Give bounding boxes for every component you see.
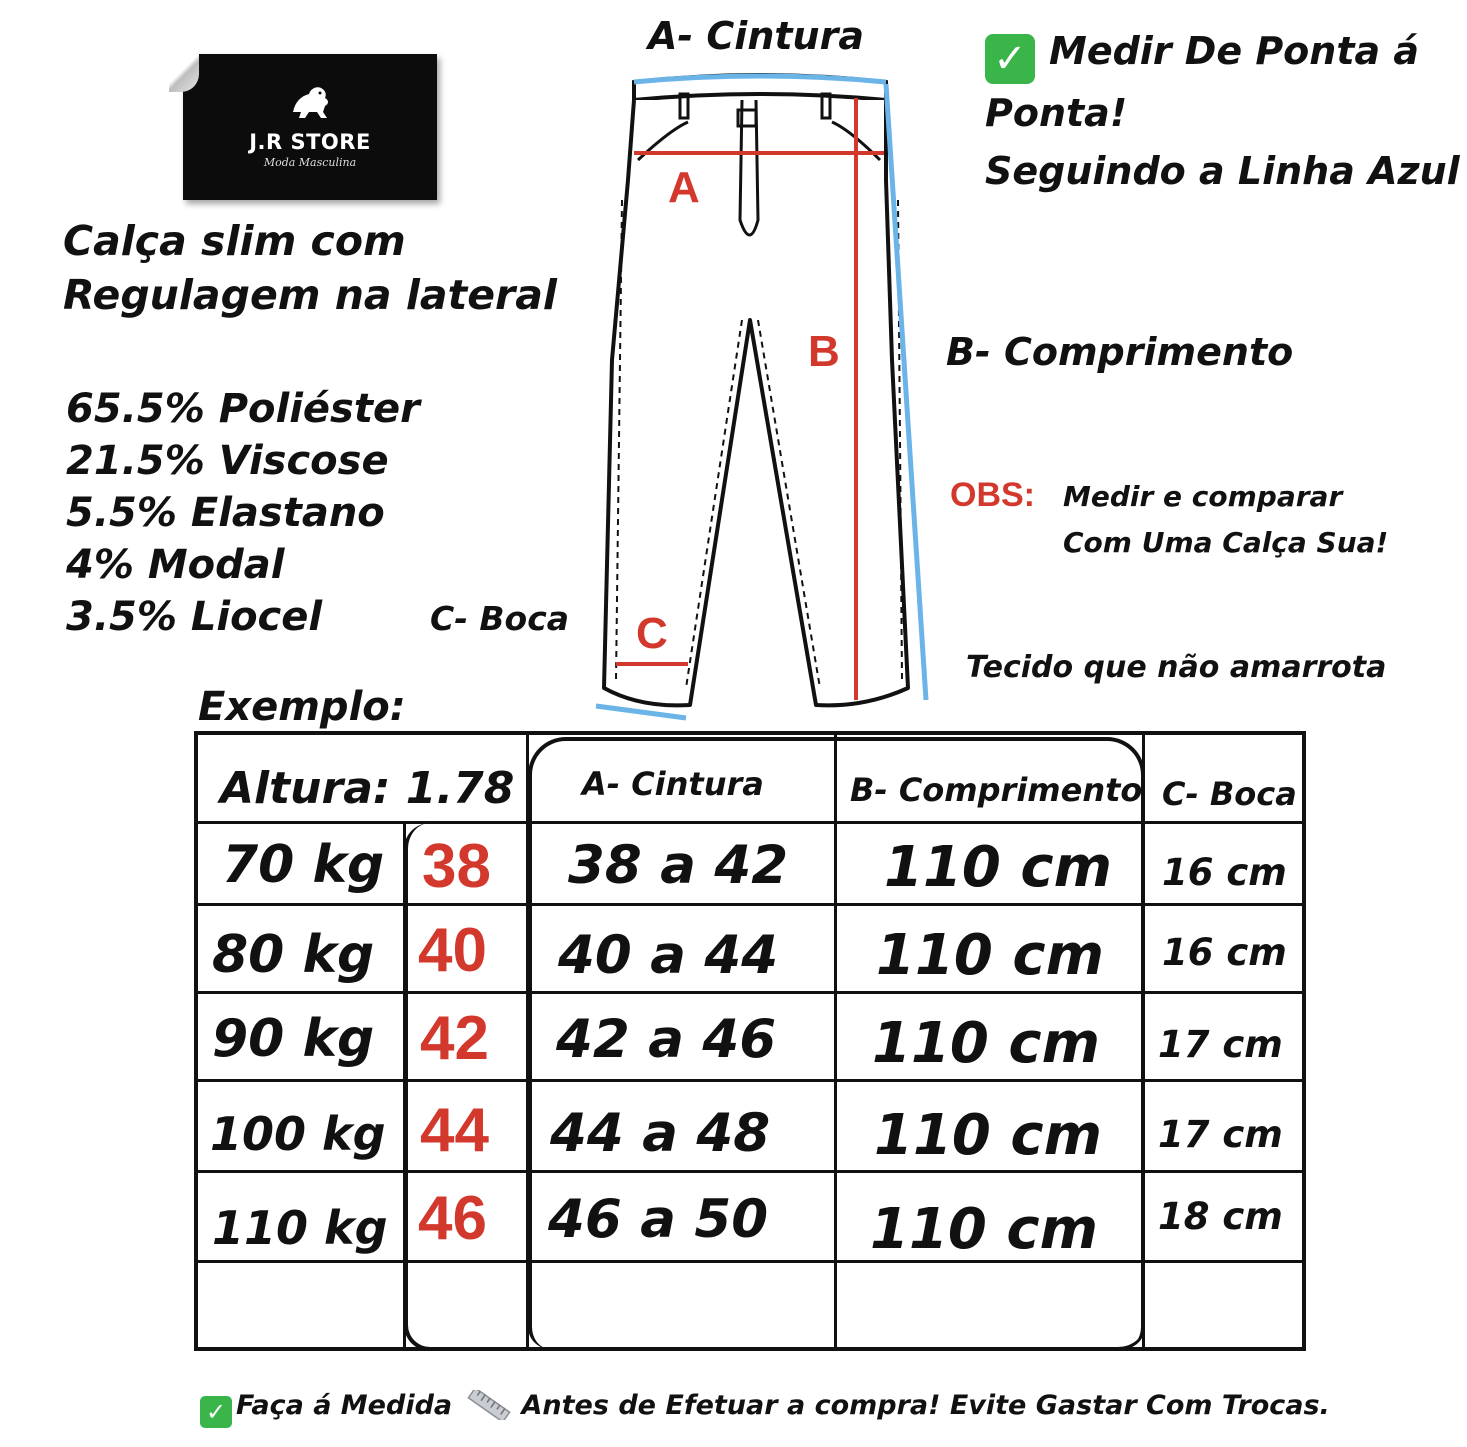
- diagram-letter-b: B: [808, 327, 840, 376]
- check-box-icon: ✓: [200, 1396, 232, 1428]
- table-cell-hem: 16 cm: [1162, 931, 1287, 974]
- brand-name: J.R STORE: [249, 130, 371, 154]
- tip-line-1: Medir De Ponta á: [1049, 29, 1420, 73]
- table-cell-weight: 90 kg: [212, 1009, 375, 1069]
- table-cell-size: 40: [418, 916, 487, 985]
- lion-icon: [287, 82, 333, 124]
- brand-logo: [183, 54, 437, 200]
- diagram-label-length: B- Comprimento: [946, 330, 1294, 374]
- table-cell-size: 44: [420, 1096, 489, 1165]
- table-cell-weight: 80 kg: [212, 925, 375, 985]
- product-title-line-2: Regulagem na lateral: [63, 271, 557, 319]
- note-label: OBS:: [950, 476, 1035, 514]
- composition-list: [66, 383, 420, 643]
- composition-item: 65.5% Poliéster: [66, 386, 420, 432]
- table-cell-waist: 40 a 44: [558, 925, 779, 986]
- table-cell-length: 110 cm: [876, 923, 1104, 988]
- footer-text-2: Antes de Efetuar a compra! Evite Gastar Com Trocas.: [521, 1390, 1330, 1421]
- composition-item: 21.5% Viscose: [66, 438, 389, 484]
- table-cell-hem: 17 cm: [1158, 1023, 1283, 1066]
- table-cell-waist: 42 a 46: [556, 1009, 777, 1070]
- diagram-letter-a: A: [668, 163, 700, 212]
- table-cell-size: 46: [418, 1184, 487, 1253]
- table-cell-length: 110 cm: [872, 1011, 1100, 1076]
- table-cell-size: 42: [420, 1004, 489, 1073]
- table-cell-weight: 100 kg: [210, 1107, 386, 1161]
- page-curl-decoration: [169, 52, 199, 92]
- composition-item: 4% Modal: [66, 542, 285, 588]
- measure-tip: [985, 22, 1460, 200]
- tip-line-3: Seguindo a Linha Azul: [985, 149, 1460, 193]
- table-cell-size: 38: [422, 832, 491, 901]
- product-title: [63, 214, 557, 322]
- table-cell-weight: 70 kg: [222, 835, 385, 895]
- ruler-icon: [466, 1390, 512, 1420]
- footer-text-1: Faça á Medida: [236, 1390, 453, 1421]
- table-cell-length: 110 cm: [874, 1103, 1102, 1168]
- note-line-2: Com Uma Calça Sua!: [1063, 526, 1389, 559]
- diagram-label-waist: A- Cintura: [648, 14, 864, 58]
- diagram-letter-c: C: [636, 609, 668, 658]
- example-label: Exemplo:: [198, 684, 406, 730]
- note-text: [1063, 474, 1388, 566]
- product-title-line-1: Calça slim com: [63, 217, 406, 265]
- height-label: Altura: 1.78: [220, 763, 515, 814]
- diagram-label-hem: C- Boca: [430, 599, 570, 638]
- pants-diagram: [590, 60, 940, 725]
- composition-item: 5.5% Elastano: [66, 490, 385, 536]
- header-waist: A- Cintura: [582, 765, 764, 803]
- table-cell-weight: 110 kg: [212, 1201, 388, 1255]
- blue-line-hem: [596, 706, 686, 718]
- header-hem: C- Boca: [1162, 775, 1297, 813]
- fabric-note: Tecido que não amarrota: [966, 650, 1387, 685]
- size-column-frame: [404, 823, 1144, 1351]
- table-cell-hem: 17 cm: [1158, 1113, 1283, 1156]
- table-cell-waist: 38 a 42: [568, 835, 789, 896]
- footer-note: [200, 1390, 1330, 1428]
- table-cell-length: 110 cm: [870, 1197, 1098, 1262]
- header-length: B- Comprimento: [850, 771, 1143, 809]
- table-cell-hem: 18 cm: [1158, 1195, 1283, 1238]
- table-cell-waist: 46 a 50: [548, 1189, 769, 1250]
- note-line-1: Medir e comparar: [1063, 480, 1343, 513]
- table-cell-length: 110 cm: [884, 835, 1112, 900]
- composition-item: 3.5% Liocel: [66, 594, 323, 640]
- check-box-icon: ✓: [985, 34, 1035, 84]
- table-cell-hem: 16 cm: [1162, 851, 1287, 894]
- brand-tagline: Moda Masculina: [263, 156, 357, 169]
- table-cell-waist: 44 a 48: [550, 1103, 771, 1164]
- size-table: [194, 731, 1306, 1351]
- tip-line-2: Ponta!: [985, 91, 1128, 135]
